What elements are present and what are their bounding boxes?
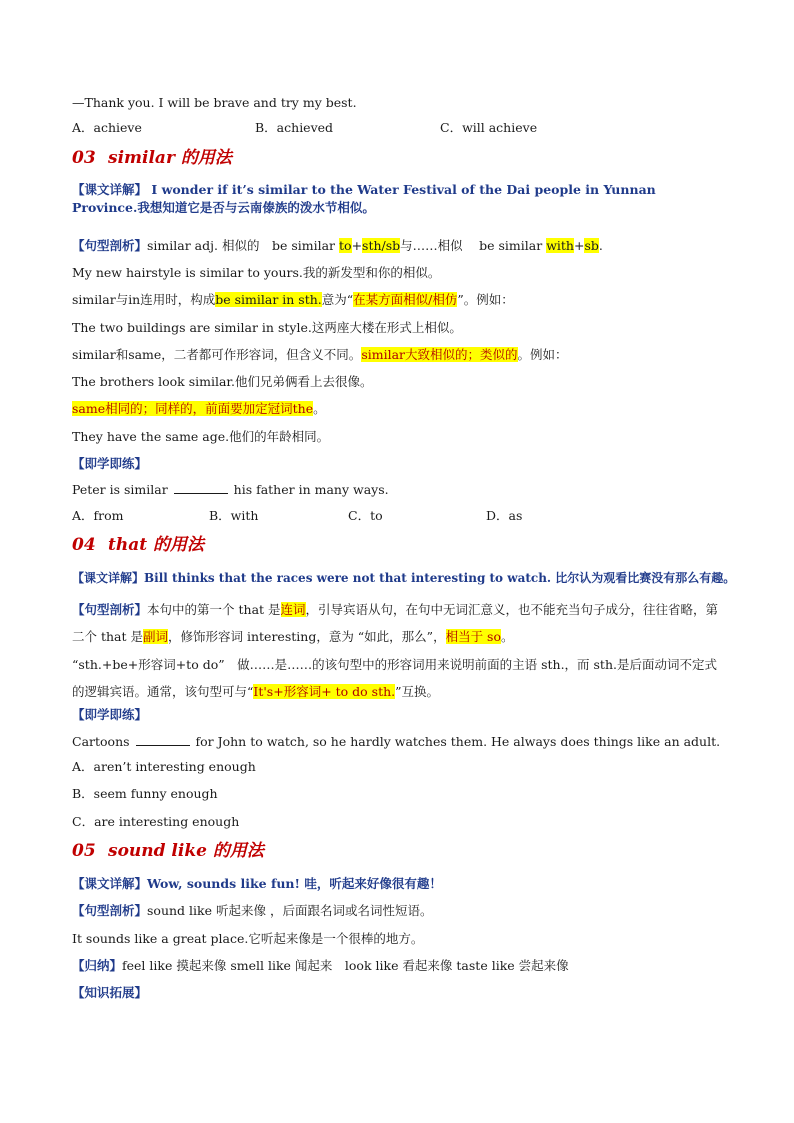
section-title: sound like 的用法 (108, 841, 264, 861)
analysis-text: similar adj. 相似的 be similar (147, 238, 339, 253)
detail-sentence: Bill thinks that the races were not that interesting to watch. 比尔认为观看比赛没有那么有趣。 (144, 571, 736, 585)
analysis-line (72, 237, 603, 255)
highlight-so: 相当于 so (445, 629, 501, 644)
section-number: 03 (72, 148, 96, 168)
answer-blank[interactable] (136, 733, 190, 746)
highlight-its-pattern: It's+形容词+ to do sth. (253, 684, 396, 699)
tag-detail: 【课文详解】 (72, 182, 148, 197)
highlight-sb: sb (584, 238, 599, 253)
text: ”互换。 (395, 684, 440, 699)
text: 本句中的第一个 that 是 (147, 602, 281, 617)
highlight-same-meaning: same相同的；同样的，前面要加定冠词the (72, 401, 314, 416)
analysis-text-2: 与……相似 be similar (400, 238, 547, 253)
section-heading-05 (72, 840, 264, 862)
text-detail (72, 875, 442, 893)
text-detail (72, 569, 735, 587)
section-number: 05 (72, 841, 96, 861)
analysis-text: sound like 听起来像 ，后面跟名词或名词性短语。 (147, 903, 433, 918)
example-4: They have the same age.他们的年龄相同。 (72, 429, 330, 444)
text: similar与in连用时，构成 (72, 292, 216, 307)
tag-practice (72, 706, 147, 724)
summary-line (72, 957, 569, 975)
option-b: B．seem funny enough (72, 786, 218, 801)
example-2: The two buildings are similar in style.这两座大楼在形式上相似。 (72, 320, 462, 335)
practice-label: 【即学即练】 (72, 456, 148, 471)
option-a: A．aren’t interesting enough (72, 759, 256, 774)
tag-analysis: 【句型剖析】 (72, 903, 148, 918)
text: “sth.+be+形容词+to do” 做……是……的该句型中的形容词用来说明前面的主语 sth.，而 sth.是后面动词不定式的逻辑宾语。通常，该句型可与“ (72, 657, 717, 699)
section-title: similar 的用法 (108, 148, 232, 168)
analysis-line (72, 902, 432, 920)
section-heading-04 (72, 534, 204, 556)
highlight-sthsb: sth/sb (362, 238, 401, 253)
option-c: C．are interesting enough (72, 814, 240, 829)
question-text: Cartoons (72, 734, 134, 749)
text-detail (72, 181, 724, 217)
section-number: 04 (72, 535, 96, 555)
extension-label: 【知识拓展】 (72, 985, 148, 1000)
text: 意为“ (321, 292, 354, 307)
highlight-to: to (339, 238, 352, 253)
detail-sentence: I wonder if it’s similar to the Water Festival of the Dai people in Yunnan Province.我想知道它是否与云南傣族的泼水节相似。 (72, 182, 656, 215)
detail-sentence: Wow, sounds like fun! 哇，听起来好像很有趣！ (147, 876, 442, 891)
option-c: C．will achieve (440, 120, 538, 135)
same-line (72, 400, 326, 418)
text: 。 (501, 629, 514, 644)
practice-question (72, 733, 720, 751)
analysis-paragraph (72, 596, 724, 650)
tag-detail: 【课文详解】 (72, 571, 145, 585)
option-a: A．from (72, 508, 124, 523)
similar-same-line (72, 346, 568, 364)
tag-summary: 【归纳】 (72, 958, 123, 973)
highlight-conjunction: 连词 (280, 602, 306, 617)
example-1: My new hairstyle is similar to yours.我的新发型和你的相似。 (72, 265, 441, 280)
plus-2: + (573, 238, 585, 253)
option-b: B．with (209, 508, 259, 523)
practice-question (72, 481, 389, 499)
section-title: that 的用法 (108, 535, 204, 555)
tag-practice (72, 455, 147, 473)
highlight-with: with (546, 238, 574, 253)
text: ，修饰形容词 interesting，意为 “如此，那么”， (168, 629, 446, 644)
text: ”。例如： (457, 292, 514, 307)
highlight-similar-in: be similar in sth. (215, 292, 322, 307)
text: 。例如： (517, 347, 568, 362)
option-b: B．achieved (255, 120, 334, 135)
summary-text: feel like 摸起来像 smell like 闻起来 look like 看起来像 taste like 尝起来像 (122, 958, 569, 973)
section-heading-03 (72, 147, 232, 169)
tag-analysis: 【句型剖析】 (72, 602, 148, 617)
example-3: The brothers look similar.他们兄弟俩看上去很像。 (72, 374, 373, 389)
pattern-paragraph (72, 651, 724, 705)
plus: + (351, 238, 363, 253)
text: ，引导宾语从句，在句中无词汇意义，也不能充当句子成分，往往省略，第二个 that 是 (72, 602, 719, 644)
option-a: A．achieve (72, 120, 142, 135)
question-text-2: his father in many ways. (229, 482, 389, 497)
option-c: C．to (348, 508, 383, 523)
tag-analysis: 【句型剖析】 (72, 238, 148, 253)
question-text-2: for John to watch, so he hardly watches them. He always does things like an adult. (191, 734, 721, 749)
period: . (598, 238, 603, 253)
tag-detail: 【课文详解】 (72, 876, 148, 891)
example: It sounds like a great place.它听起来像是一个很棒的地方。 (72, 931, 424, 946)
text: 。 (313, 401, 326, 416)
tag-extension (72, 984, 147, 1002)
question-text: Peter is similar (72, 482, 172, 497)
highlight-adverb: 副词 (143, 629, 169, 644)
highlight-similar-meaning: similar大致相似的；类似的 (361, 347, 518, 362)
option-d: D．as (486, 508, 523, 523)
dialog-reply: —Thank you. I will be brave and try my best. (72, 95, 357, 110)
text: similar和same，二者都可作形容词，但含义不同。 (72, 347, 362, 362)
similar-in-line (72, 291, 514, 309)
answer-blank[interactable] (174, 481, 228, 494)
practice-label: 【即学即练】 (72, 707, 148, 722)
highlight-meaning: 在某方面相似/相仿 (353, 292, 458, 307)
